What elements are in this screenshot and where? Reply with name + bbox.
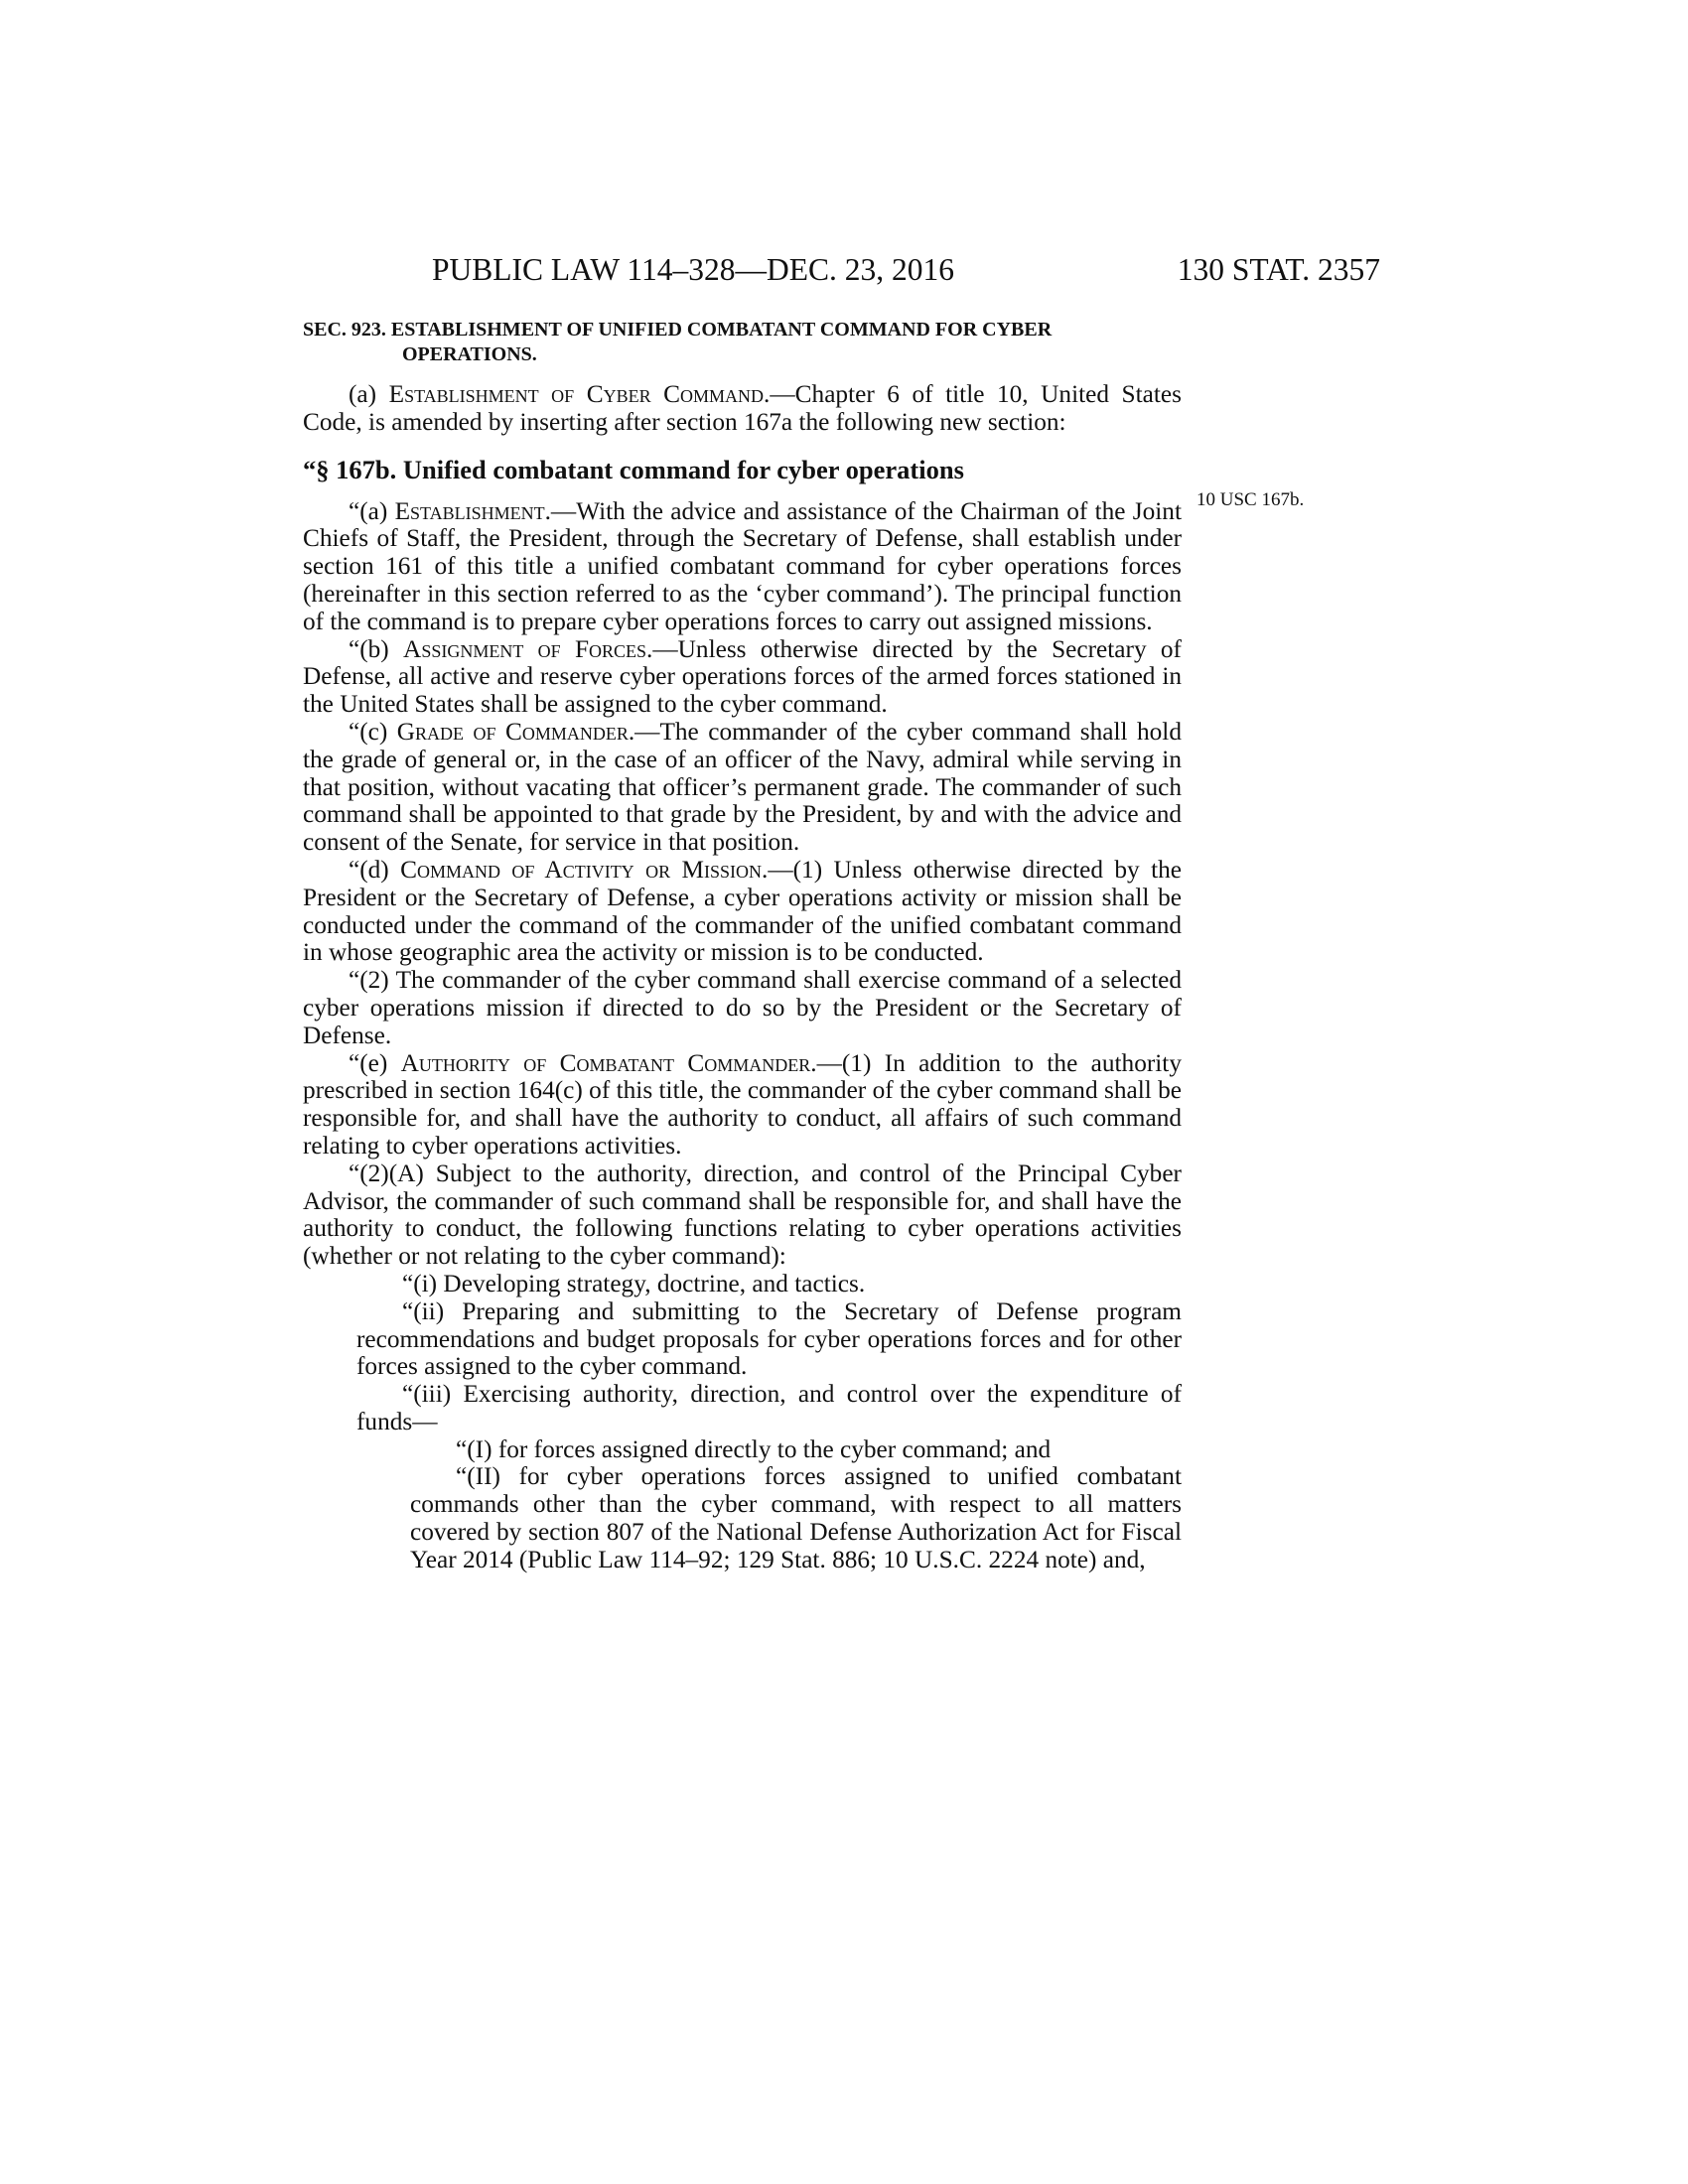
section-heading: SEC. 923. ESTABLISHMENT OF UNIFIED COMBATANT COMMAND FOR CYBER OPERATIONS. xyxy=(303,319,1053,365)
paragraph xyxy=(303,967,1182,1049)
paragraph-text: .—The commander of the cyber command shall hold the grade of general or, in the case of an officer of the Navy, admiral while serving in that position, without vacating that officer’s permanent grade. The commander of such command shall be appointed to that grade by the President, by and with the advice and consent of the Senate, for service in that position. xyxy=(303,717,1182,857)
clause: “(ii) Preparing and submitting to the Secretary of Defense program recommendations and budget proposals for cyber operations forces and for other forces assigned to the cyber command. xyxy=(356,1297,1182,1381)
paragraph-caption: Assignment of Forces xyxy=(403,634,647,663)
paragraph-lead: “(c) xyxy=(349,717,397,746)
paragraph xyxy=(303,719,1182,857)
new-section-title: “§ 167b. Unified combatant command for cyber operations xyxy=(303,454,964,484)
subsection-a-caption: Establishment of Cyber Command xyxy=(388,380,765,408)
paragraph-text: “(2)(A) Subject to the authority, direction, and control of the Principal Cyber Advisor, the commander of such command shall be responsible for, and shall have the authority to conduct, the following functions relating to cyber operations activities (whether or not relating to the cyber command): xyxy=(303,1159,1182,1271)
paragraph-lead: “(e) xyxy=(349,1048,401,1077)
clause: “(i) Developing strategy, doctrine, and tactics. xyxy=(402,1269,866,1297)
paragraph-caption: Establishment xyxy=(394,496,545,525)
paragraph-text: .—Unless otherwise directed by the Secretary of Defense, all active and reserve cyber operations forces of the armed forces stationed in the United States shall be assigned to the cyber command. xyxy=(303,634,1182,719)
paragraph-lead: “(a) xyxy=(349,496,395,525)
page-number: 130 STAT. 2357 xyxy=(1177,252,1380,287)
subclause: “(II) for cyber operations forces assigned to unified combatant commands other than the cyber command, with respect to all matters covered by section 807 of the National Defense Authorization Act for Fiscal Year 2014 (Public Law 114–92; 129 Stat. 886; 10 U.S.C. 2224 note) and, xyxy=(410,1462,1182,1573)
paragraph-text: .—(1) In addition to the authority prescribed in section 164(c) of this title, the commander of the cyber command shall be responsible for, and shall have the authority to conduct, all affairs of such command relating to cyber operations activities. xyxy=(303,1048,1182,1160)
subsection-a xyxy=(303,381,1182,437)
paragraph xyxy=(303,498,1182,636)
paragraph-caption: Command of Activity or Mission xyxy=(400,855,762,884)
paragraph-lead: “(b) xyxy=(349,634,404,663)
body-text xyxy=(303,318,1182,1574)
running-head-title: PUBLIC LAW 114–328—DEC. 23, 2016 xyxy=(432,252,954,287)
paragraph xyxy=(303,1160,1182,1271)
margin-note-citation: 10 USC 167b. xyxy=(1196,489,1305,510)
paragraph xyxy=(303,636,1182,719)
subclause: “(I) for forces assigned directly to the cyber command; and xyxy=(456,1434,1052,1463)
paragraph-text: “(2) The commander of the cyber command shall exercise command of a selected cyber operations mission if directed to do so by the President or the Secretary of Defense. xyxy=(303,966,1182,1049)
paragraph xyxy=(303,857,1182,967)
subsection-a-lead: (a) xyxy=(349,380,389,408)
paragraph xyxy=(303,1050,1182,1160)
paragraph-caption: Authority of Combatant Commander xyxy=(400,1048,811,1077)
paragraph-text: .—With the advice and assistance of the Chairman of the Joint Chiefs of Staff, the President, through the Secretary of Defense, shall establish under section 161 of this title a unified combatant command for cyber operations forces (hereinafter in this section referred to as the ‘cyber command’). The principal function of the command is to prepare cyber operations forces to carry out assigned missions. xyxy=(303,496,1182,635)
subsection-a-text: .—Chapter 6 of title 10, United States Code, is amended by inserting after section 167a the following new section: xyxy=(303,380,1182,436)
running-head xyxy=(303,250,1380,290)
clause: “(iii) Exercising authority, direction, and control over the expenditure of funds— xyxy=(356,1380,1182,1435)
paragraph-text: .—(1) Unless otherwise directed by the President or the Secretary of Defense, a cyber operations activity or mission shall be conducted under the command of the commander of the unified combatant command in whose geographic area the activity or mission is to be conducted. xyxy=(303,855,1182,967)
paragraph-lead: “(d) xyxy=(349,855,401,884)
paragraph-caption: Grade of Commander xyxy=(396,717,629,746)
